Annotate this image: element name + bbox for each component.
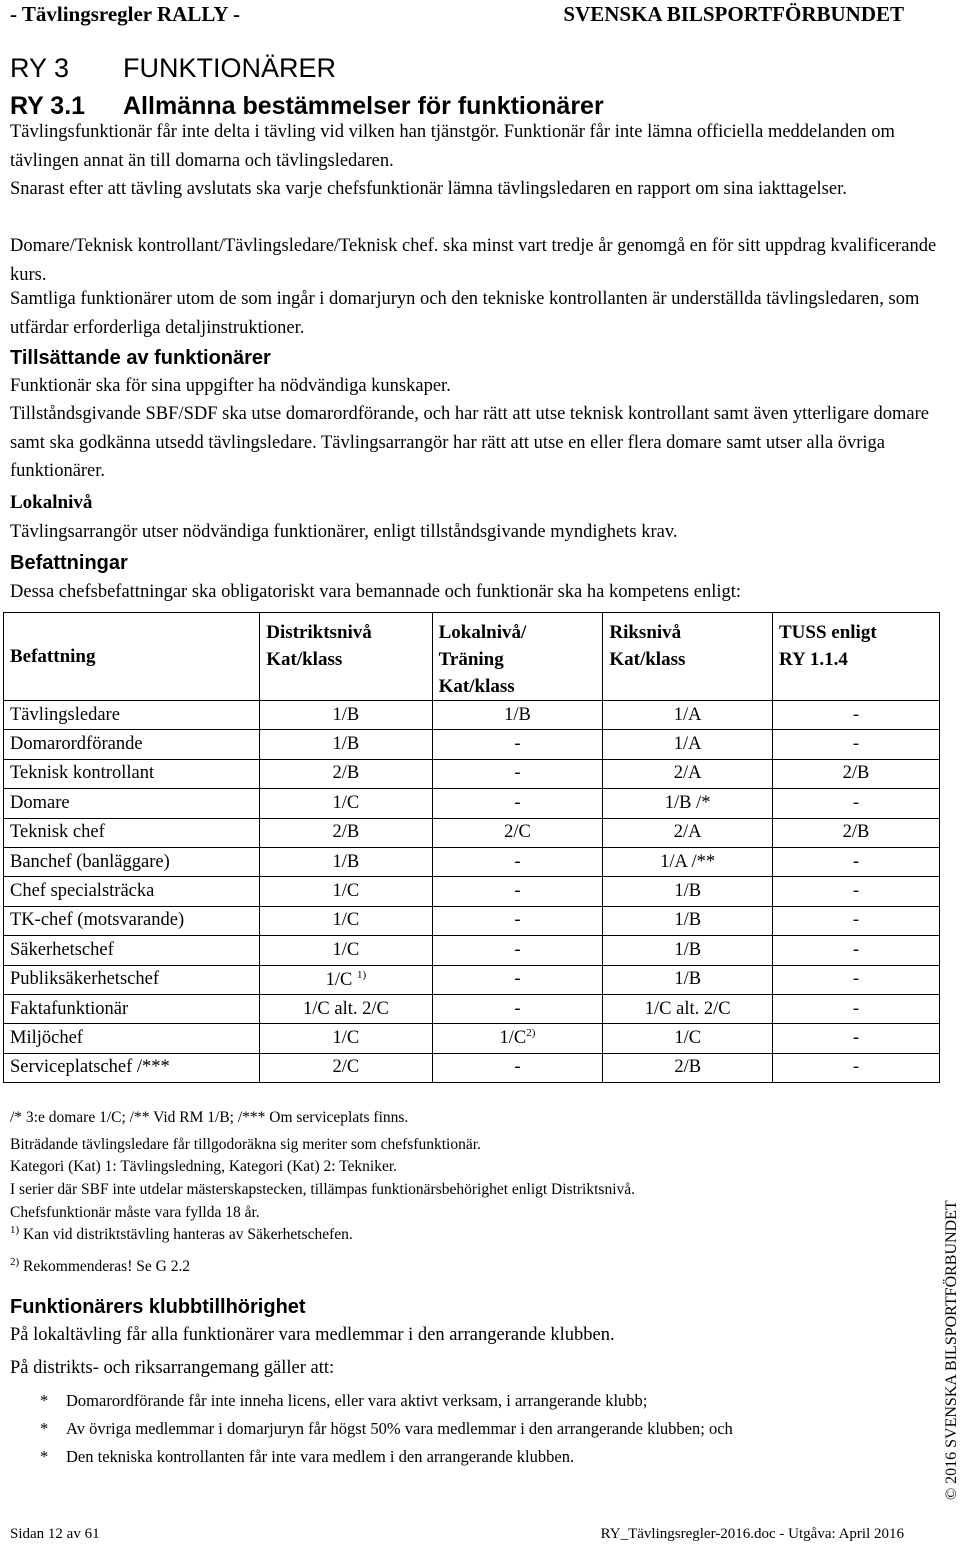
paragraph-local-club: På lokaltävling får alla funktionärer vara medlemmar i den arrangerande klubben. — [10, 1325, 615, 1345]
cell-national: 2/A — [603, 759, 773, 788]
table-header-row — [4, 613, 940, 701]
chapter-title: FUNKTIONÄRER — [123, 53, 337, 83]
cell-national: 1/B /* — [603, 789, 773, 818]
header-position: Befattning — [4, 613, 260, 701]
table-row — [4, 730, 940, 759]
paragraph-subordination: Samtliga funktionärer utom de som ingår i domarjuryn och den tekniske kontrollanten är underställda tävlingsledaren, som utfärdar erforderliga detaljinstruktioner. — [10, 289, 920, 338]
page-number: Sidan 12 av 61 — [10, 1526, 100, 1542]
cell-national: 2/A — [603, 818, 773, 847]
table-row — [4, 789, 940, 818]
cell-position: Teknisk kontrollant — [4, 759, 260, 788]
paragraph-district-national: På distrikts- och riksarrangemang gäller att: — [10, 1358, 335, 1378]
cell-national: 1/A /** — [603, 847, 773, 876]
cell-local: - — [432, 789, 603, 818]
list-item: * Av övriga medlemmar i domarjuryn får högst 50% vara medlemmar i den arrangerande klubben; och — [40, 1419, 733, 1438]
cell-local: - — [432, 847, 603, 876]
cell-tuss: - — [773, 906, 940, 935]
section-number: RY 3.1 — [10, 92, 86, 120]
copyright-vertical: © 2016 SVENSKA BILSPORTFÖRBUNDET — [943, 1200, 960, 1500]
cell-tuss: - — [773, 701, 940, 730]
heading-club-affiliation: Funktionärers klubbtillhörighet — [10, 1296, 306, 1318]
cell-tuss: - — [773, 1024, 940, 1053]
cell-position: TK-chef (motsvarande) — [4, 906, 260, 935]
note-assistant: Biträdande tävlingsledare får tillgodoräkna sig meriter som chefsfunktionär. — [10, 1136, 481, 1153]
section-title: Allmänna bestämmelser för funktionärer — [123, 92, 604, 120]
footnote-mark-2: 2) — [526, 1027, 536, 1040]
footnote-1: $^{1)}$ Kan vid distriktstävling hanteras av Säkerhetschefen. — [10, 1224, 353, 1244]
footnote-2: $^{2)}$ Rekommenderas! Se G 2.2 — [10, 1256, 191, 1276]
running-header-title: - Tävlingsregler RALLY - — [10, 2, 241, 26]
heading-local-level: Lokalnivå — [10, 492, 93, 513]
header-national: Riksnivå Kat/klass — [603, 613, 773, 701]
table-row — [4, 818, 940, 847]
cell-tuss: - — [773, 789, 940, 818]
heading-positions: Befattningar — [10, 552, 128, 574]
note-category: Kategori (Kat) 1: Tävlingsledning, Kategori (Kat) 2: Tekniker. — [10, 1158, 398, 1175]
cell-local: 1/B — [432, 701, 603, 730]
paragraph-training: Domare/Teknisk kontrollant/Tävlingsledare/Teknisk chef. ska minst vart tredje år genomgå en för sitt uppdrag kvalificerande kurs. — [10, 236, 937, 285]
cell-tuss: - — [773, 994, 940, 1023]
cell-national: 1/A — [603, 701, 773, 730]
cell-national: 2/B — [603, 1053, 773, 1082]
cell-tuss: - — [773, 936, 940, 965]
cell-national: 1/C — [603, 1024, 773, 1053]
paragraph-knowledge: Funktionär ska för sina uppgifter ha nödvändiga kunskaper. — [10, 376, 451, 396]
cell-district: 1/B — [260, 847, 432, 876]
cell-district: 1/C — [260, 1024, 432, 1053]
cell-national: 1/B — [603, 965, 773, 994]
table-row — [4, 1053, 940, 1082]
cell-local: - — [432, 759, 603, 788]
cell-position: Banchef (banläggare) — [4, 847, 260, 876]
cell-local: $1/C^{2)}$ — [432, 1024, 603, 1053]
cell-position: Domare — [4, 789, 260, 818]
cell-national: 1/B — [603, 877, 773, 906]
paragraph-positions-intro: Dessa chefsbefattningar ska obligatoriskt vara bemannade och funktionär ska ha kompetens enligt: — [10, 582, 742, 602]
cell-district: 2/B — [260, 759, 432, 788]
header-tuss: TUSS enligt RY 1.1.4 — [773, 613, 940, 701]
cell-local: - — [432, 1053, 603, 1082]
cell-district: 1/C $^{1)}$ — [260, 965, 432, 994]
cell-national: 1/A — [603, 730, 773, 759]
cell-position: Miljöchef — [4, 1024, 260, 1053]
table-row — [4, 701, 940, 730]
cell-local: - — [432, 965, 603, 994]
cell-tuss: - — [773, 877, 940, 906]
table-row — [4, 936, 940, 965]
heading-appointment: Tillsättande av funktionärer — [10, 347, 271, 369]
cell-national: 1/C alt. 2/C — [603, 994, 773, 1023]
paragraph-report: Snarast efter att tävling avslutats ska varje chefsfunktionär lämna tävlingsledaren en rapport om sina iakttagelser. — [10, 179, 847, 199]
cell-local: - — [432, 730, 603, 759]
list-item: * Den tekniska kontrollanten får inte vara medlem i den arrangerande klubben. — [40, 1447, 575, 1466]
cell-district: 1/C — [260, 906, 432, 935]
running-header-org: SVENSKA BILSPORTFÖRBUNDET — [563, 2, 904, 26]
cell-district: 1/C — [260, 789, 432, 818]
note-age: Chefsfunktionär måste vara fyllda 18 år. — [10, 1204, 260, 1221]
table-row — [4, 965, 940, 994]
cell-district: 1/C — [260, 877, 432, 906]
table-row — [4, 847, 940, 876]
cell-district: 2/B — [260, 818, 432, 847]
cell-position: Faktafunktionär — [4, 994, 260, 1023]
document-info: RY_Tävlingsregler-2016.doc - Utgåva: April 2016 — [600, 1526, 904, 1542]
cell-tuss: - — [773, 965, 940, 994]
cell-district: 1/B — [260, 730, 432, 759]
chapter-number: RY 3 — [10, 53, 70, 83]
paragraph-local-level: Tävlingsarrangör utser nödvändiga funktionärer, enligt tillståndsgivande myndighets krav. — [10, 522, 678, 542]
paragraph-participation: Tävlingsfunktionär får inte delta i tävling vid vilken han tjänstgör. Funktionär får inte lämna officiella meddelanden om tävlingen annat än till domarna och tävlingsledaren. — [10, 122, 895, 171]
cell-position: Säkerhetschef — [4, 936, 260, 965]
cell-local: - — [432, 877, 603, 906]
competence-table — [3, 612, 940, 1083]
cell-position: Domarordförande — [4, 730, 260, 759]
cell-local: - — [432, 906, 603, 935]
header-district: Distriktsnivå Kat/klass — [260, 613, 432, 701]
table-row — [4, 1024, 940, 1053]
cell-position: Publiksäkerhetschef — [4, 965, 260, 994]
cell-national: 1/B — [603, 936, 773, 965]
cell-district: 1/C — [260, 936, 432, 965]
table-row — [4, 906, 940, 935]
cell-tuss: - — [773, 1053, 940, 1082]
note-series: I serier där SBF inte utdelar mästerskapstecken, tillämpas funktionärsbehörighet enligt Distriktsnivå. — [10, 1181, 636, 1198]
footnote-mark-1: 1) — [357, 968, 367, 981]
cell-district: 2/C — [260, 1053, 432, 1082]
cell-local: - — [432, 994, 603, 1023]
cell-position: Serviceplatschef /*** — [4, 1053, 260, 1082]
paragraph-appointment-rules: Tillståndsgivande SBF/SDF ska utse domarordförande, och har rätt att utse teknisk kontrollant samt även ytterligare domare samt ska godkänna utsedd tävlingsledare. Tävlingsarrangör har rätt att utse en eller flera domare samt utser alla övriga funktionärer. — [10, 404, 930, 481]
header-local: Lokalnivå/ Träning Kat/klass — [432, 613, 603, 701]
cell-tuss: 2/B — [773, 818, 940, 847]
table-row — [4, 877, 940, 906]
cell-position: Tävlingsledare — [4, 701, 260, 730]
cell-tuss: 2/B — [773, 759, 940, 788]
cell-position: Chef specialsträcka — [4, 877, 260, 906]
cell-position: Teknisk chef — [4, 818, 260, 847]
list-item: * Domarordförande får inte inneha licens, eller vara aktivt verksam, i arrangerande klubb; — [40, 1391, 648, 1410]
table-row — [4, 759, 940, 788]
cell-local: 2/C — [432, 818, 603, 847]
cell-tuss: - — [773, 730, 940, 759]
note-referee: /* 3:e domare 1/C; /** Vid RM 1/B; /*** Om serviceplats finns. — [10, 1109, 409, 1126]
cell-district: 1/C alt. 2/C — [260, 994, 432, 1023]
cell-national: 1/B — [603, 906, 773, 935]
cell-tuss: - — [773, 847, 940, 876]
table-row — [4, 994, 940, 1023]
cell-district: 1/B — [260, 701, 432, 730]
cell-local: - — [432, 936, 603, 965]
